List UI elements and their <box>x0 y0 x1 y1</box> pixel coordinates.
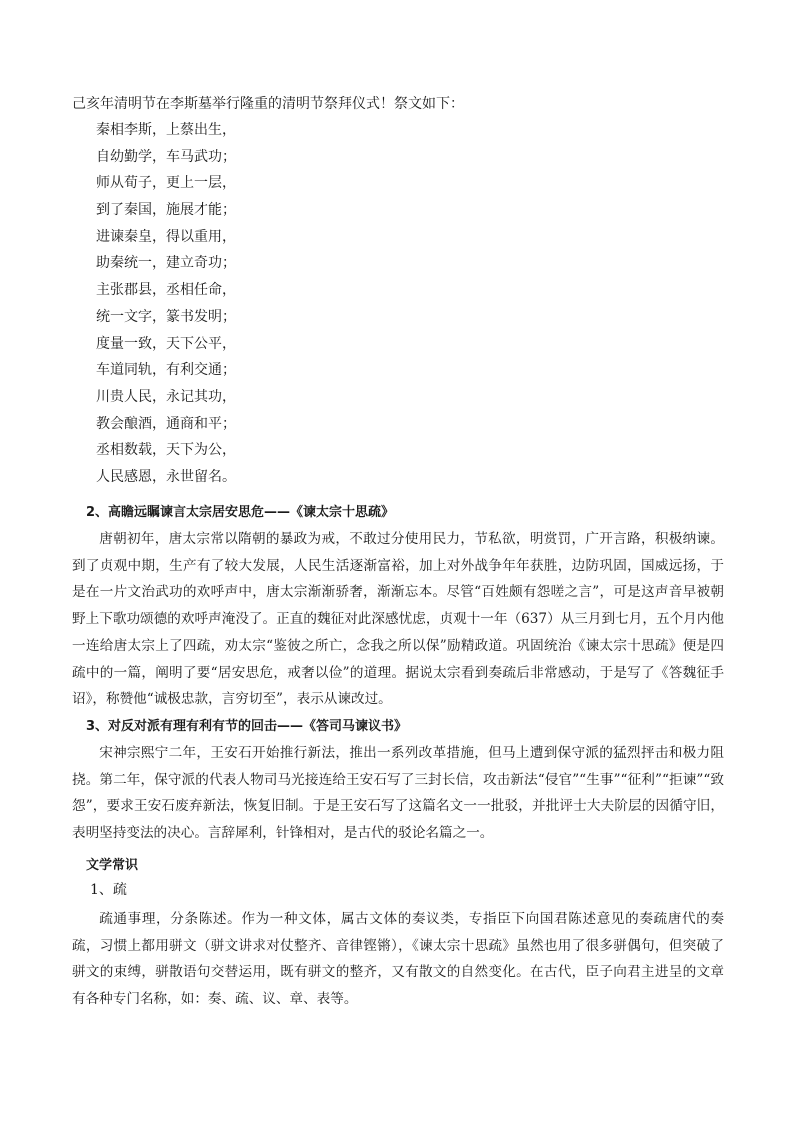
literature-sub-heading: 1、疏 <box>90 882 127 898</box>
poem-line: 川贵人民，永记其功， <box>96 388 236 405</box>
poem-line: 自幼勤学，车马武功； <box>96 148 236 165</box>
section-2-heading: 2、高瞻远瞩谏言太宗居安思危——《谏太宗十思疏》 <box>86 505 395 520</box>
poem-line: 教会酿酒，通商和平； <box>96 415 236 432</box>
poem-line: 进谏秦皇，得以重用， <box>96 228 236 245</box>
section-2-paragraph: 唐朝初年，唐太宗常以隋朝的暴政为戒，不敢过分使用民力，节私欲，明赏罚，广开言路，积极纳谏。到了贞观中期，生产有了较大发展，人民生活逐渐富裕，加上对外战争年年获胜，边防巩固，国威远扬，于是在一片文治武功的欢呼声中，唐太宗渐渐骄奢，渐渐忘本。尽管“百姓颇有怨嗟之言”，可是这声音早被朝野上下歌功颂德的欢呼声淹没了。正直的魏征对此深感忧虑，贞观十一年（637）从三月到七月，五个月内他一连给唐太宗上了四疏，劝太宗“鉴彼之所亡，念我之所以保”励精政道。巩固统治《谏太宗十思疏》便是四疏中的一篇，阐明了要“居安思危，戒奢以俭”的道理。据说太宗看到奏疏后非常感动，于是写了《答魏征手诏》，称赞他“诚极忠款，言穷切至”，表示从谏改过。 <box>72 531 724 708</box>
intro-line: 己亥年清明节在李斯墓举行隆重的清明节祭拜仪式！祭文如下： <box>72 96 464 112</box>
poem-line: 人民感恩，永世留名。 <box>96 468 236 485</box>
section-3-paragraph: 宋神宗熙宁二年，王安石开始推行新法，推出一系列改革措施，但马上遭到保守派的猛烈抨击和极力阻挠。第二年，保守派的代表人物司马光接连给王安石写了三封长信，攻击新法“侵官”“生事”“征利”“拒谏”“致怨”，要求王安石废弃新法，恢复旧制。于是王安石写了这篇名文一一批驳，并批评士大夫阶层的因循守旧，表明坚持变法的决心。言辞犀利，针锋相对，是古代的驳论名篇之一。 <box>72 745 724 842</box>
poem-line: 统一文字，篆书发明； <box>96 308 236 325</box>
poem-line: 师从荀子，更上一层， <box>96 175 236 192</box>
poem-line: 到了秦国，施展才能； <box>96 202 236 219</box>
literature-heading: 文学常识 <box>86 858 139 873</box>
poem-line: 度量一致，天下公平， <box>96 335 236 352</box>
poem-line: 丞相数载，天下为公， <box>96 442 236 459</box>
section-3-heading: 3、对反对派有理有利有节的回击——《答司马谏议书》 <box>86 719 408 734</box>
eulogy-poem <box>96 120 496 494</box>
literature-paragraph: 疏通事理，分条陈述。作为一种文体，属古文体的奏议类，专指臣下向国君陈述意见的奏疏唐代的奏疏，习惯上都用骈文（骈文讲求对仗整齐、音律铿锵），《谏太宗十思疏》虽然也用了很多骈偶句，但突破了骈文的束缚，骈散语句交替运用，既有骈文的整齐，又有散文的自然变化。在古代，臣子向君主进呈的文章有各种专门名称，如：奏、疏、议、章、表等。 <box>72 911 724 1008</box>
poem-line: 主张郡县，丞相任命， <box>96 282 236 299</box>
poem-line: 助秦统一，建立奇功； <box>96 255 236 272</box>
poem-line: 秦相李斯，上蔡出生， <box>96 122 236 138</box>
poem-line: 车道同轨，有利交通； <box>96 362 236 379</box>
